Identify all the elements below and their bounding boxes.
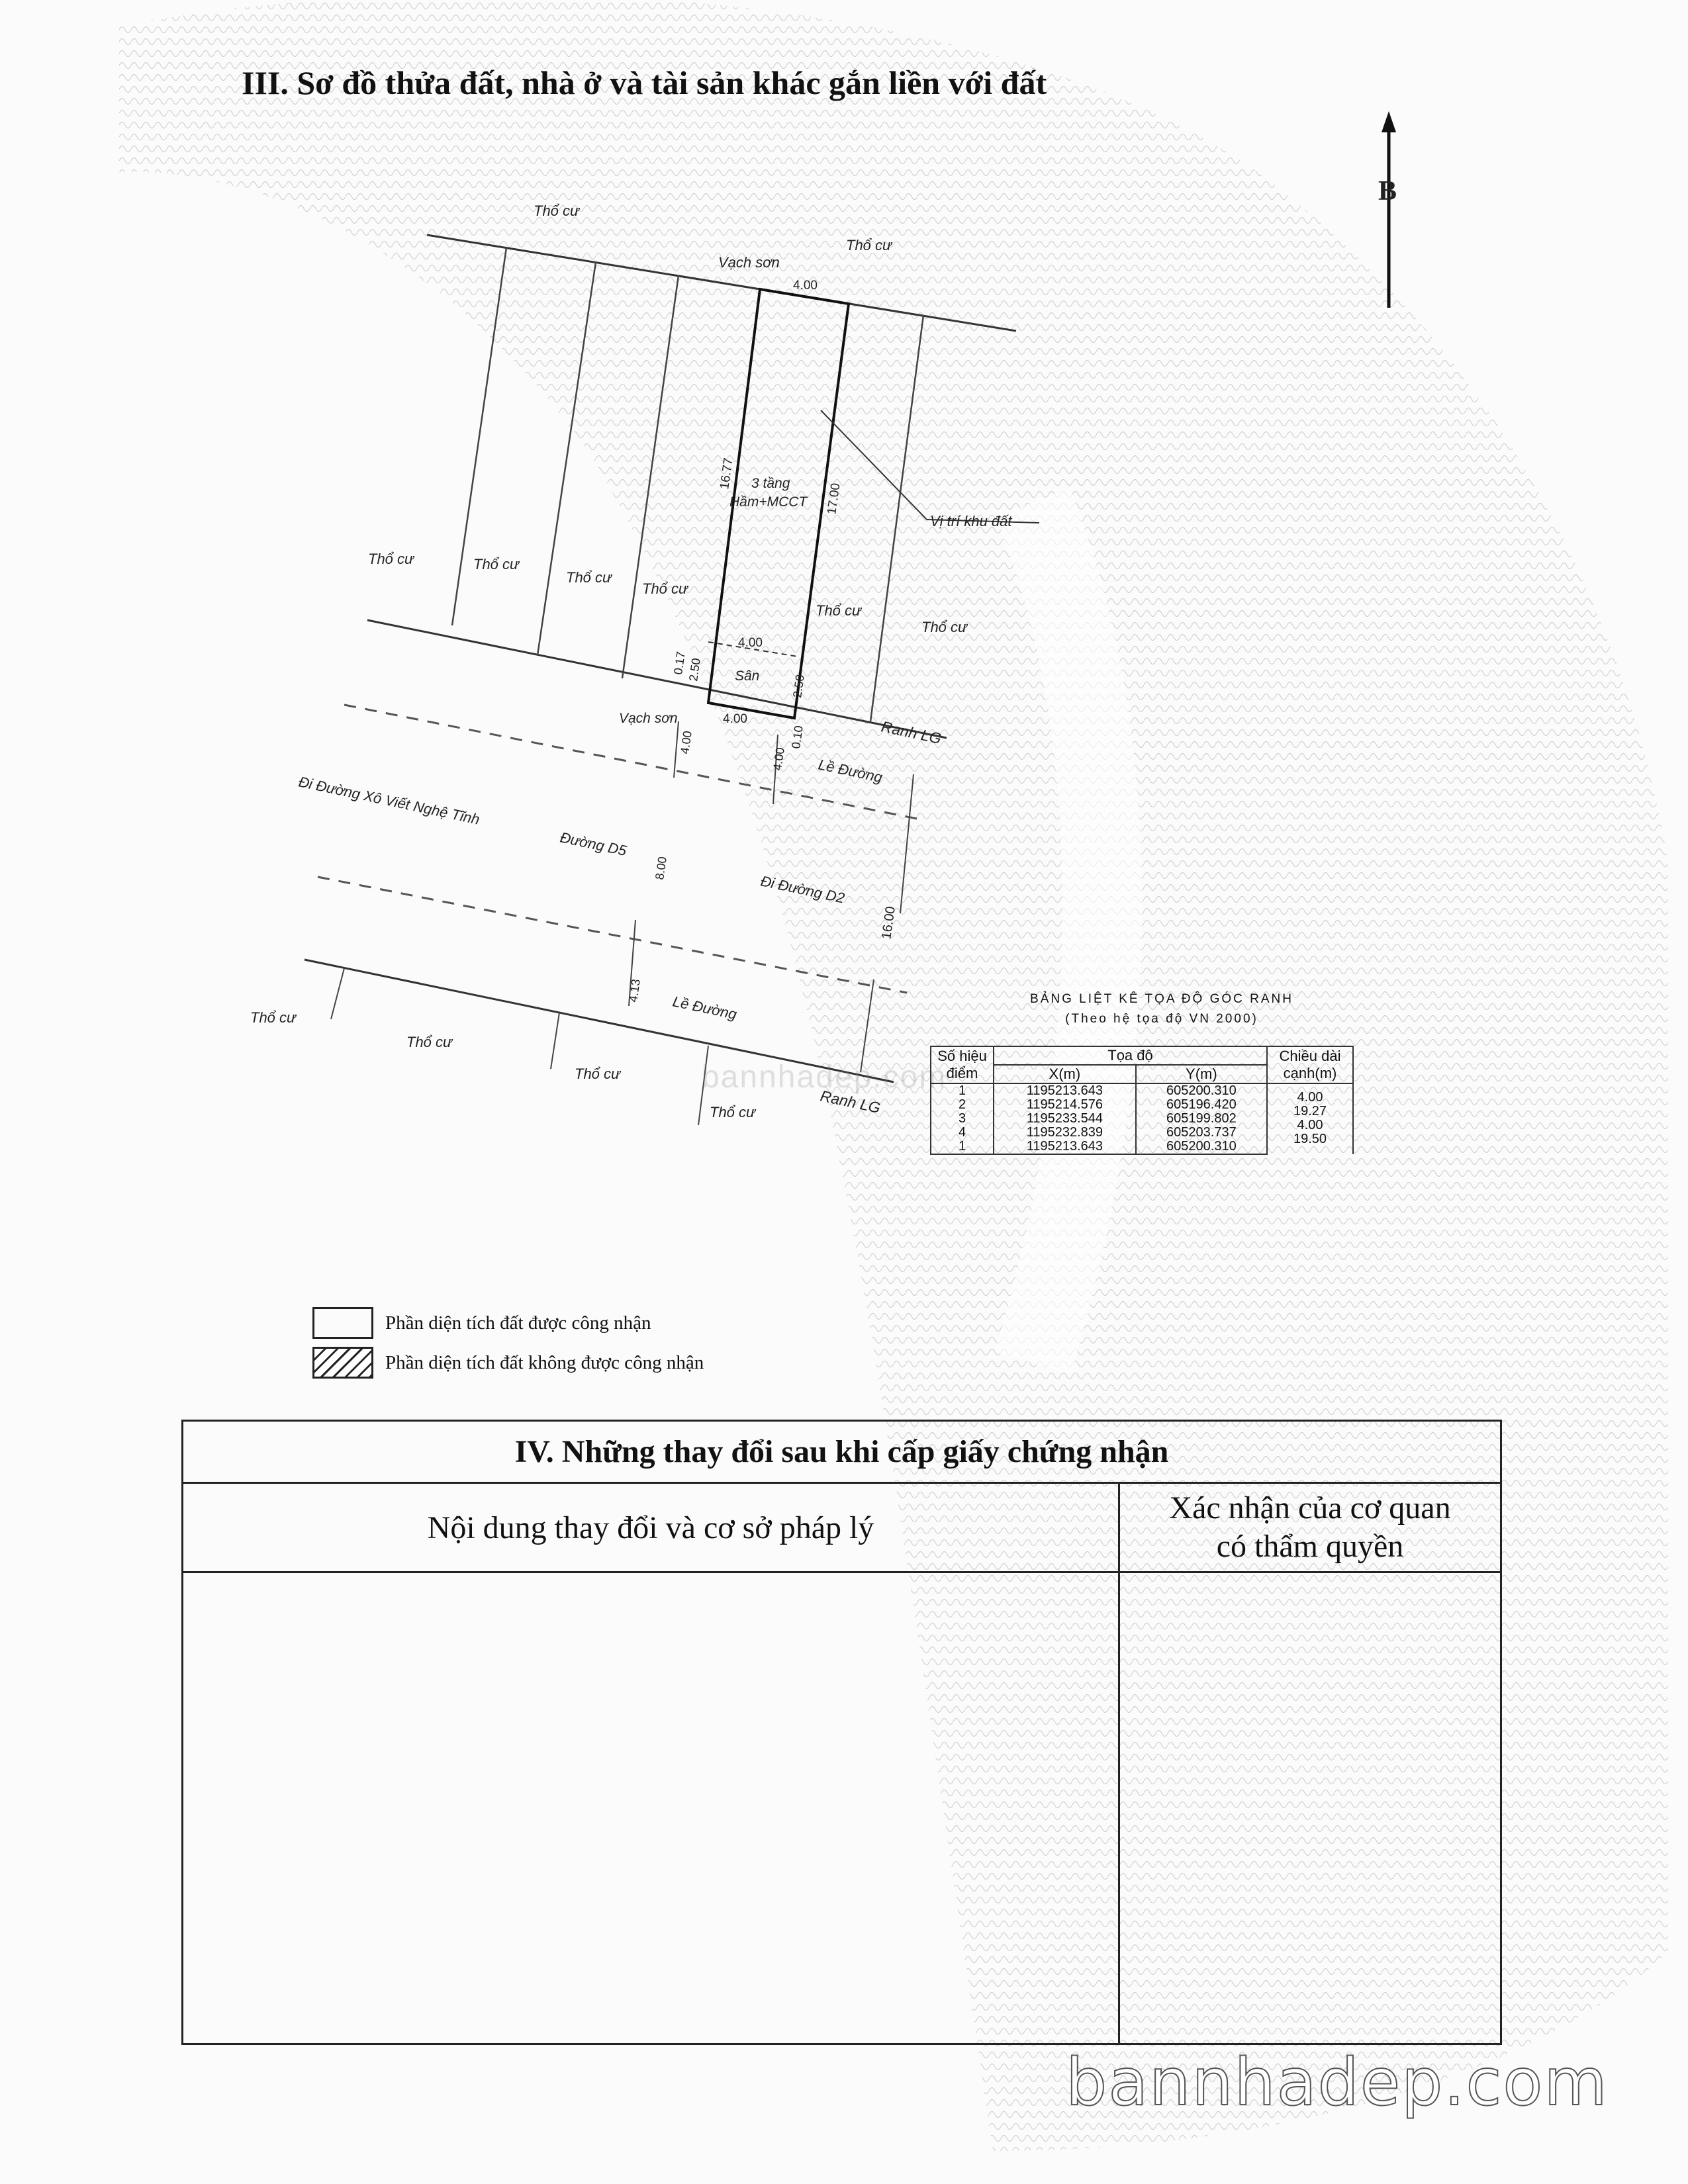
coord-table-subtitle: (Theo hệ tọa độ VN 2000)	[1065, 1012, 1258, 1026]
label-tho-cu-4: Thổ cư	[473, 556, 519, 572]
label-vach-son-top: Vạch sơn	[718, 254, 780, 271]
legend-swatch-hatched	[312, 1347, 373, 1379]
legend-swatch-plain	[312, 1307, 373, 1339]
confirmation-cell	[1120, 1573, 1500, 2045]
label-tho-cu-11: Thổ cư	[575, 1066, 620, 1082]
label-vi-tri: Vị trí khu đất	[930, 513, 1012, 529]
label-tho-cu-3: Thổ cư	[368, 551, 414, 567]
table-row: 1 1195213.643 605200.310	[931, 1140, 1353, 1154]
watermark: bannhadep.com	[1066, 2045, 1609, 2120]
label-floors-2: Hầm+MCCT	[729, 494, 808, 510]
dim-small: 0.17	[671, 651, 688, 676]
changes-content-cell	[183, 1573, 1120, 2045]
label-le-duong-bottom: Lề Đường	[671, 993, 739, 1023]
section4-title: IV. Những thay đổi sau khi cấp giấy chứng nhận	[183, 1422, 1500, 1484]
dim-setback-right: 2.50	[790, 674, 807, 699]
label-san: Sân	[735, 668, 760, 684]
label-tho-cu-1: Thổ cư	[534, 203, 579, 219]
header-x: X(m)	[994, 1065, 1136, 1083]
table-row: 4 1195232.839 605203.737	[931, 1126, 1353, 1140]
north-arrow	[1382, 111, 1396, 308]
label-road-xo-viet: Đi Đường Xô Viết Nghệ Tĩnh	[297, 773, 481, 828]
column-header-changes: Nội dung thay đổi và cơ sở pháp lý	[183, 1484, 1120, 1571]
dim-ped-right: 4.00	[771, 747, 787, 772]
label-tho-cu-10: Thổ cư	[406, 1034, 452, 1050]
label-road-d5: Đường D5	[558, 829, 628, 860]
coord-table-title	[930, 989, 1393, 1029]
header-coord: Tọa độ	[994, 1046, 1267, 1065]
dim-road-total: 16.00	[879, 905, 898, 940]
dim-ped-bottom: 4.13	[626, 978, 643, 1003]
label-le-duong-top: Lề Đường	[816, 756, 884, 786]
legend-label-not-recognized: Phần diện tích đất không được công nhận	[385, 1351, 704, 1373]
label-tho-cu-6: Thổ cư	[642, 580, 688, 597]
faint-watermark: bannhadep.com	[702, 1060, 947, 1095]
label-tho-cu-8: Thổ cư	[921, 619, 967, 635]
neighbour-lot-lines	[452, 248, 923, 721]
section4-table	[181, 1420, 1502, 2045]
section4-header-row	[183, 1484, 1500, 1573]
coord-table-heading: BẢNG LIỆT KÊ TỌA ĐỘ GÓC RANH	[1030, 992, 1293, 1006]
dim-left-length: 16.77	[718, 457, 736, 490]
label-vach-son-front: Vạch sơn	[619, 711, 678, 726]
label-tho-cu-9: Thổ cư	[250, 1009, 296, 1026]
label-tho-cu-7: Thổ cư	[816, 602, 861, 619]
length-column: 4.00 19.27 4.00 19.50	[1267, 1083, 1353, 1154]
header-length: Chiều dài cạnh(m)	[1267, 1046, 1353, 1083]
legend	[312, 1304, 704, 1383]
section4-body	[183, 1573, 1500, 2045]
legend-item-recognized	[312, 1304, 704, 1342]
dim-setback-left: 2.50	[686, 657, 703, 682]
header-y: Y(m)	[1136, 1065, 1267, 1083]
header-point: Số hiệu điểm	[931, 1046, 994, 1083]
dim-small2: 0.10	[789, 725, 806, 750]
dim-bottom-width: 4.00	[723, 712, 747, 726]
dim-right-length: 17.00	[825, 482, 843, 516]
label-ranh-lg-front: Ranh LG	[879, 717, 943, 748]
label-road-d2: Đi Đường D2	[759, 872, 847, 907]
dim-road-width: 8.00	[653, 856, 669, 881]
dim-ped-left: 4.00	[678, 730, 694, 755]
dim-inner-width: 4.00	[738, 636, 763, 650]
table-row: 2 1195214.576 605196.420	[931, 1098, 1353, 1112]
dim-top-width: 4.00	[793, 279, 818, 293]
table-row: 1 1195213.643 605200.310 4.00 19.27 4.00 19.50	[931, 1083, 1353, 1098]
legend-label-recognized: Phần diện tích đất được công nhận	[385, 1312, 651, 1334]
legend-item-not-recognized	[312, 1343, 704, 1382]
label-tho-cu-5: Thổ cư	[566, 569, 612, 586]
north-label: B	[1378, 176, 1397, 206]
coordinate-table	[930, 1046, 1354, 1155]
label-floors: 3 tầng	[751, 476, 790, 491]
label-tho-cu-12: Thổ cư	[710, 1104, 755, 1120]
section3-title: III. Sơ đồ thửa đất, nhà ở và tài sản khác gắn liền với đất	[242, 64, 1047, 101]
column-header-confirmation: Xác nhận của cơ quan có thẩm quyền	[1169, 1490, 1451, 1564]
label-tho-cu-2: Thổ cư	[846, 237, 892, 253]
table-row: 3 1195233.544 605199.802	[931, 1112, 1353, 1126]
label-ranh-lg-bottom: Ranh LG	[818, 1087, 882, 1117]
